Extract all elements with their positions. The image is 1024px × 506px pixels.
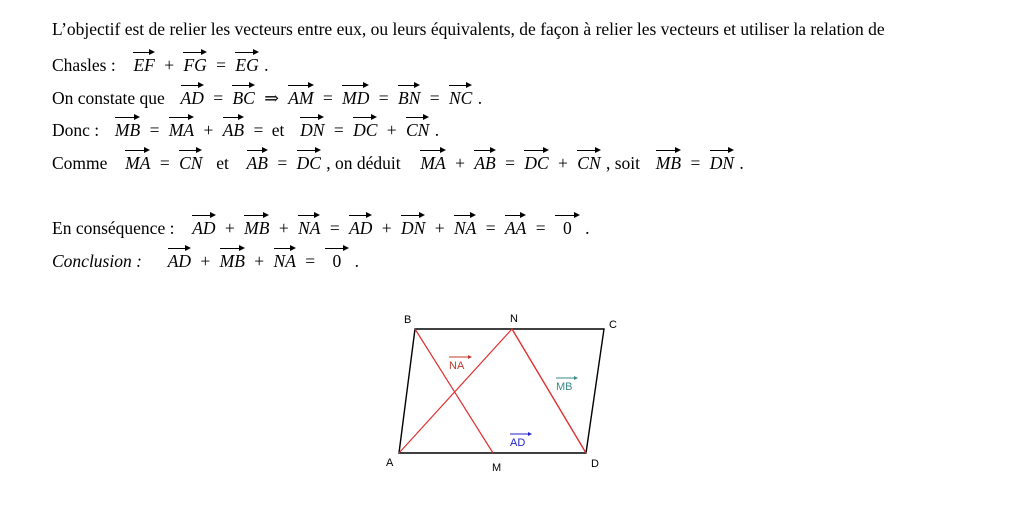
- zero-vector: 0: [555, 212, 580, 239]
- vector-label-ad: AD: [510, 437, 526, 449]
- comme-label: Comme: [52, 153, 108, 173]
- vector-dn: DN: [710, 147, 734, 174]
- vector-dc: DC: [297, 147, 321, 174]
- vector-am: AM: [288, 82, 313, 109]
- vector-cn: CN: [179, 147, 202, 174]
- period: .: [434, 120, 440, 140]
- point-label-a: A: [386, 457, 394, 469]
- vector-dc: DC: [524, 147, 548, 174]
- vector-ef: EF: [133, 49, 154, 76]
- implies-symbol: ⇒: [264, 88, 279, 108]
- segment-an: [399, 329, 512, 453]
- vector-ab: AB: [474, 147, 495, 174]
- et-word: et: [271, 120, 285, 140]
- vector-aa: AA: [505, 212, 526, 239]
- vector-mb: MB: [656, 147, 681, 174]
- vector-nc: NC: [449, 82, 472, 109]
- comme-line: Comme MA = CN et AB = DC , on déduit MA + AB = DC + CN , soit MB = DN .: [52, 147, 744, 174]
- soit-label: , soit: [606, 153, 641, 173]
- chasles-label: Chasles :: [52, 55, 116, 75]
- period: .: [264, 55, 269, 75]
- vector-md: MD: [342, 82, 369, 109]
- conclusion-label: Conclusion :: [52, 251, 142, 271]
- vector-mb: MB: [115, 114, 140, 141]
- ad-label-arrowhead: [528, 432, 532, 436]
- vector-label-mb: MB: [556, 381, 573, 393]
- period: .: [354, 251, 360, 271]
- intro-text: L’objectif est de relier les vecteurs entre eux, ou leurs équivalents, de façon à relier les vecteurs et utiliser la relation de: [52, 19, 885, 39]
- vector-ad: AD: [192, 212, 215, 239]
- vector-ab: AB: [247, 147, 268, 174]
- chasles-line: Chasles : EF + FG = EG .: [52, 49, 268, 76]
- constate-label: On constate que: [52, 88, 165, 108]
- vector-na: NA: [298, 212, 320, 239]
- et-word: et: [216, 153, 229, 173]
- vector-ma: MA: [420, 147, 445, 174]
- vector-ab: AB: [223, 114, 244, 141]
- vector-na: NA: [454, 212, 476, 239]
- vector-ad: AD: [181, 82, 204, 109]
- parallelogram-abcd: [399, 329, 604, 453]
- na-label-arrowhead: [468, 355, 472, 359]
- period: .: [739, 153, 744, 173]
- point-label-d: D: [591, 458, 599, 470]
- vector-mb: MB: [220, 245, 245, 272]
- vector-cn: CN: [406, 114, 429, 141]
- vector-ma: MA: [169, 114, 194, 141]
- segment-bm: [415, 329, 493, 453]
- point-label-n: N: [510, 313, 518, 325]
- vector-bn: BN: [398, 82, 420, 109]
- period: .: [585, 218, 590, 238]
- donc-label: Donc :: [52, 120, 100, 140]
- consequence-label: En conséquence :: [52, 218, 175, 238]
- vector-mb: MB: [244, 212, 269, 239]
- vector-na: NA: [274, 245, 296, 272]
- vector-cn: CN: [577, 147, 600, 174]
- consequence-line: En conséquence : AD + MB + NA = AD + DN + NA = AA = 0 .: [52, 212, 589, 239]
- mb-label-arrowhead: [574, 376, 578, 380]
- vector-bc: BC: [232, 82, 254, 109]
- point-label-m: M: [492, 462, 502, 474]
- point-label-c: C: [609, 319, 617, 331]
- vector-fg: FG: [183, 49, 206, 76]
- period: .: [477, 88, 483, 108]
- vector-ad: AD: [168, 245, 191, 272]
- vector-label-na: NA: [449, 360, 465, 372]
- vector-dn: DN: [300, 114, 324, 141]
- vector-ad: AD: [349, 212, 372, 239]
- vector-dn: DN: [401, 212, 425, 239]
- zero-vector: 0: [325, 245, 350, 272]
- conclusion-line: Conclusion : AD + MB + NA = 0 .: [52, 245, 359, 272]
- deduit-label: , on déduit: [326, 153, 401, 173]
- vector-eg: EG: [235, 49, 258, 76]
- constate-line: On constate que AD = BC ⇒ AM = MD = BN = NC .: [52, 82, 482, 109]
- donc-line: Donc : MB = MA + AB = et DN = DC + CN .: [52, 114, 439, 141]
- vector-dc: DC: [353, 114, 377, 141]
- point-label-b: B: [404, 314, 412, 326]
- vector-ma: MA: [125, 147, 150, 174]
